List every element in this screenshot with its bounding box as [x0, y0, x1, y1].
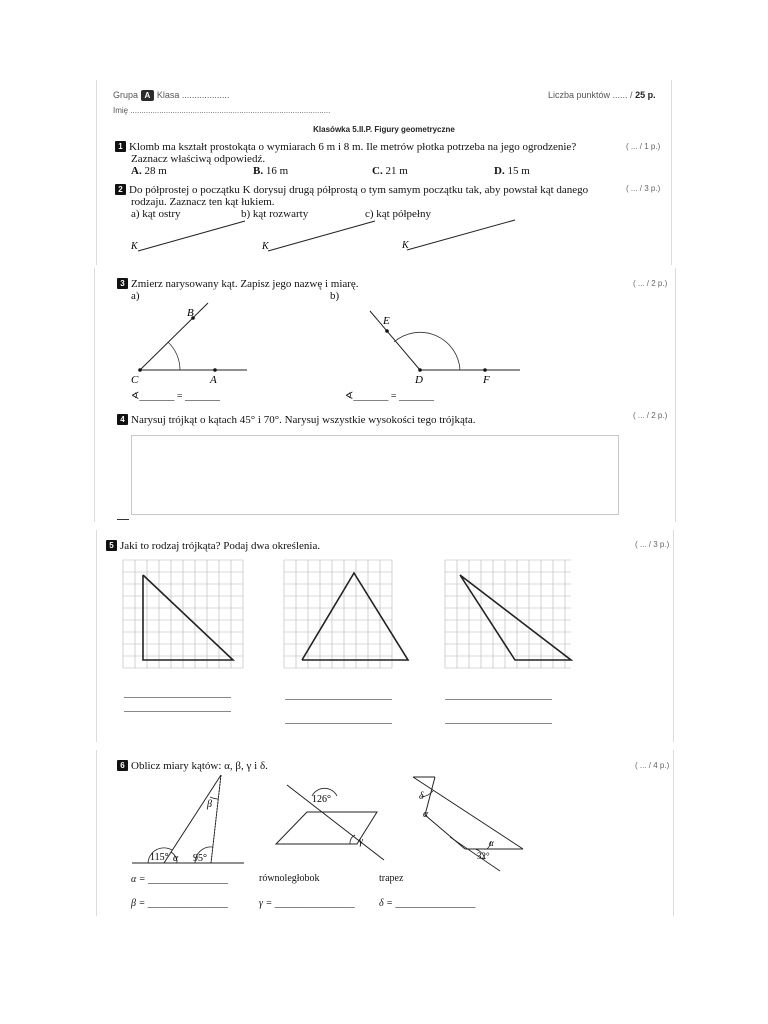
q3-sub-b: b) [330, 290, 340, 302]
q5-answer-line-1a[interactable] [124, 697, 231, 698]
q5-answer-line-2a[interactable] [285, 699, 392, 700]
q2-rays[interactable] [0, 218, 768, 252]
name-field[interactable]: Imię .......................................................................................... [113, 106, 331, 115]
q6-figure-parallelogram [272, 782, 392, 862]
q6-points: ( ... / 4 p.) [635, 761, 670, 770]
q6-answer-beta[interactable]: β = ________________ [131, 898, 228, 909]
q5-grid-2 [284, 560, 414, 670]
q2-line2: rodzaju. Zaznacz ten kąt łukiem. [131, 196, 275, 208]
q1-option-a[interactable]: A. 28 m [131, 165, 167, 177]
q2-text [115, 184, 588, 196]
q3-text [117, 278, 359, 290]
q1-line1: Klomb ma kształt prostokąta o wymiarach 6 m i 8 m. Ile metrów płotka potrzeba na jego ogrodzenie? [129, 141, 577, 153]
score-max: 25 p. [635, 90, 656, 100]
q6-text [117, 760, 268, 772]
q3-sub-a: a) [131, 290, 140, 302]
page-title: Klasówka 5.II.P. Figury geometryczne [313, 125, 455, 134]
q2-option-a: a) kąt ostry [131, 208, 181, 220]
q5-triangle-1 [143, 575, 233, 660]
q4-points: ( ... / 2 p.) [633, 411, 668, 420]
q5-answer-line-1b[interactable] [124, 711, 231, 712]
q6-a-label: α [423, 809, 429, 820]
group-badge: A [141, 90, 155, 101]
q6-delta-label: δ [419, 791, 424, 802]
q2-number: 2 [115, 184, 126, 195]
q3-label-c: C [131, 374, 139, 386]
q5-number: 5 [106, 540, 117, 551]
q6-figure-trapezoid [405, 775, 535, 875]
q3-label-b: B [187, 307, 194, 319]
q4-text [117, 414, 476, 426]
q1-option-b[interactable]: B. 16 m [253, 165, 289, 177]
score-row [548, 90, 656, 100]
q2-option-b: b) kąt rozwarty [241, 208, 309, 220]
group-label: Grupa [113, 90, 139, 100]
q5-grid-1 [123, 560, 253, 670]
q1-option-c[interactable]: C. 21 m [372, 165, 408, 177]
q3-number: 3 [117, 278, 128, 289]
q2-line1: Do półprostej o początku K dorysuj drugą półprostą o tym samym początku tak, aby powstał kąt danego [129, 184, 589, 196]
q5-line: Jaki to rodzaj trójkąta? Podaj dwa określenia. [120, 540, 321, 552]
q3-label-a: A [210, 374, 217, 386]
q2-k-label-c: K [402, 240, 409, 251]
q6-answer-delta[interactable]: δ = ________________ [379, 898, 476, 909]
q2-option-c: c) kąt półpełny [365, 208, 431, 220]
class-field[interactable]: Klasa ................... [156, 90, 230, 100]
q6-gamma-label: γ [359, 836, 363, 847]
q3-line: Zmierz narysowany kąt. Zapisz jego nazwę i miarę. [131, 278, 359, 290]
q6-angle-95: 95° [193, 853, 207, 864]
q6-alpha-trap-label: α [489, 838, 494, 848]
q5-grid-3 [445, 560, 575, 670]
q5-triangle-3 [460, 575, 571, 660]
q6-angle-115: 115° [150, 852, 169, 863]
q4-number: 4 [117, 414, 128, 425]
q5-answer-line-3a[interactable] [445, 699, 552, 700]
score-label: Liczba punktów ...... / [548, 90, 633, 100]
q3-angle-b [360, 303, 530, 386]
q6-answer-gamma[interactable]: γ = ________________ [259, 898, 355, 909]
q1-number: 1 [115, 141, 126, 152]
q1-line2: Zaznacz właściwą odpowiedź. [131, 153, 266, 165]
q5-text [106, 540, 320, 552]
q5-answer-line-2b[interactable] [285, 723, 392, 724]
q1-option-d[interactable]: D. 15 m [494, 165, 530, 177]
q1-points: ( ... / 1 p.) [626, 142, 661, 151]
q6-answer-alpha[interactable]: α = ________________ [131, 874, 228, 885]
group-row [113, 90, 229, 101]
q6-number: 6 [117, 760, 128, 771]
q2-k-label-b: K [262, 241, 269, 252]
q4-line: Narysuj trójkąt o kątach 45° i 70°. Narysuj wszystkie wysokości tego trójkąta. [131, 414, 476, 426]
q6-beta-label: β [207, 799, 212, 810]
q4-mark [117, 519, 129, 520]
q6-figure-triangle [130, 775, 250, 865]
q3-label-f: F [483, 374, 490, 386]
q6-alpha-label: α [173, 853, 179, 864]
q1-text [115, 141, 576, 153]
q6-angle-126: 126° [312, 794, 331, 805]
q3-label-d: D [415, 374, 423, 386]
q6-line: Oblicz miary kątów: α, β, γ i δ. [131, 760, 268, 772]
q4-drawing-box[interactable] [131, 435, 619, 515]
q6-angle-32: 32° [477, 851, 490, 861]
q6-label-trapezoid: trapez [379, 873, 404, 884]
q6-label-parallelogram: równoległobok [259, 873, 320, 884]
q5-points: ( ... / 3 p.) [635, 540, 670, 549]
q3-answer-a[interactable]: ∢_______ = _______ [131, 391, 221, 402]
q2-k-label-a: K [131, 241, 138, 252]
q3-angle-a [120, 303, 270, 386]
q5-answer-line-3b[interactable] [445, 723, 552, 724]
q3-label-e: E [383, 315, 390, 327]
q3-answer-b[interactable]: ∢_______ = _______ [345, 391, 435, 402]
q2-points: ( ... / 3 p.) [626, 184, 661, 193]
q3-points: ( ... / 2 p.) [633, 279, 668, 288]
